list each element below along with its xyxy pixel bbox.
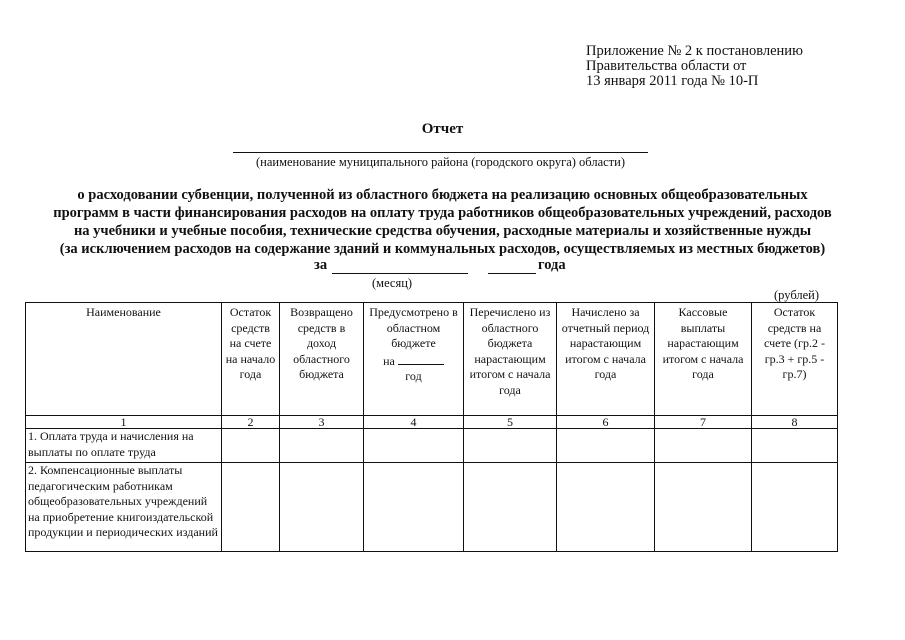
header-transferred: Перечислено из областного бюджета нарастающим итогом с начала года bbox=[464, 303, 557, 416]
header-accrued: Начислено за отчетный период нарастающим итогом с начала года bbox=[557, 303, 655, 416]
header-returned: Возвращено средств в доход областного бюджета bbox=[280, 303, 364, 416]
purpose-line-2: программ в части финансирования расходов на оплату труда работников общеобразовательных учреждений, расходов bbox=[53, 205, 832, 221]
column-number: 4 bbox=[364, 416, 464, 429]
year-blank-line bbox=[488, 273, 536, 274]
table-cell[interactable] bbox=[280, 463, 364, 552]
table-cell[interactable] bbox=[752, 429, 838, 463]
header-balance-start: Остаток средств на счете на начало года bbox=[222, 303, 280, 416]
column-number: 7 bbox=[655, 416, 752, 429]
purpose-line-1: о расходовании субвенции, полученной из областного бюджета на реализацию основных общеобразовательных bbox=[77, 187, 808, 203]
header-planned-on: на bbox=[383, 353, 395, 368]
table-cell[interactable] bbox=[222, 463, 280, 552]
appendix-line-1: Приложение № 2 к постановлению bbox=[586, 43, 803, 59]
header-planned-year: год bbox=[405, 369, 422, 383]
units-label: (рублей) bbox=[774, 288, 820, 302]
table-cell[interactable] bbox=[364, 429, 464, 463]
period-suffix: года bbox=[538, 257, 566, 273]
header-planned: Предусмотрено в областном бюджете на год bbox=[364, 303, 464, 416]
appendix-line-3: 13 января 2011 года № 10-П bbox=[586, 73, 759, 89]
table-cell[interactable] bbox=[752, 463, 838, 552]
appendix-note bbox=[586, 44, 886, 89]
column-number-row bbox=[26, 416, 838, 429]
header-cash-payments: Кассовые выплаты нарастающим итогом с начала года bbox=[655, 303, 752, 416]
table-cell[interactable] bbox=[464, 463, 557, 552]
month-caption: (месяц) bbox=[372, 276, 413, 290]
table-cell[interactable] bbox=[655, 429, 752, 463]
table-cell[interactable] bbox=[222, 429, 280, 463]
table-cell[interactable] bbox=[557, 463, 655, 552]
table-header-row bbox=[26, 303, 838, 416]
row-label: 2. Компенсационные выплаты педагогическим работникам общеобразовательных учреждений на приобретение книгоиздательской продукции и периодических изданий bbox=[26, 463, 222, 552]
appendix-line-2: Правительства области от bbox=[586, 58, 747, 74]
table-row bbox=[26, 463, 838, 552]
row-label: 1. Оплата труда и начисления на выплаты по оплате труда bbox=[26, 429, 222, 463]
year-fill-line bbox=[398, 352, 444, 365]
table-cell[interactable] bbox=[557, 429, 655, 463]
column-number: 2 bbox=[222, 416, 280, 429]
period-prefix: за bbox=[314, 257, 328, 273]
column-number: 3 bbox=[280, 416, 364, 429]
purpose-line-3: на учебники и учебные пособия, технические средства обучения, расходные материалы и хозяйственные нужды bbox=[73, 223, 812, 239]
column-number: 6 bbox=[557, 416, 655, 429]
document-title: Отчет bbox=[421, 121, 464, 137]
table-cell[interactable] bbox=[464, 429, 557, 463]
column-number: 8 bbox=[752, 416, 838, 429]
header-balance-end: Остаток средств на счете (гр.2 - гр.3 + гр.5 - гр.7) bbox=[752, 303, 838, 416]
purpose-line-4: (за исключением расходов на содержание зданий и коммунальных расходов, осуществляемых из местных бюджетов) bbox=[59, 241, 826, 257]
month-blank-line bbox=[332, 273, 468, 274]
table-cell[interactable] bbox=[655, 463, 752, 552]
table-cell[interactable] bbox=[364, 463, 464, 552]
table-cell[interactable] bbox=[280, 429, 364, 463]
table-row bbox=[26, 429, 838, 463]
org-name-blank-line bbox=[233, 152, 648, 153]
report-purpose bbox=[0, 186, 885, 258]
column-number: 5 bbox=[464, 416, 557, 429]
org-name-caption: (наименование муниципального района (городского округа) области) bbox=[256, 155, 625, 169]
column-number: 1 bbox=[26, 416, 222, 429]
header-name: Наименование bbox=[26, 303, 222, 416]
report-table bbox=[25, 302, 838, 552]
